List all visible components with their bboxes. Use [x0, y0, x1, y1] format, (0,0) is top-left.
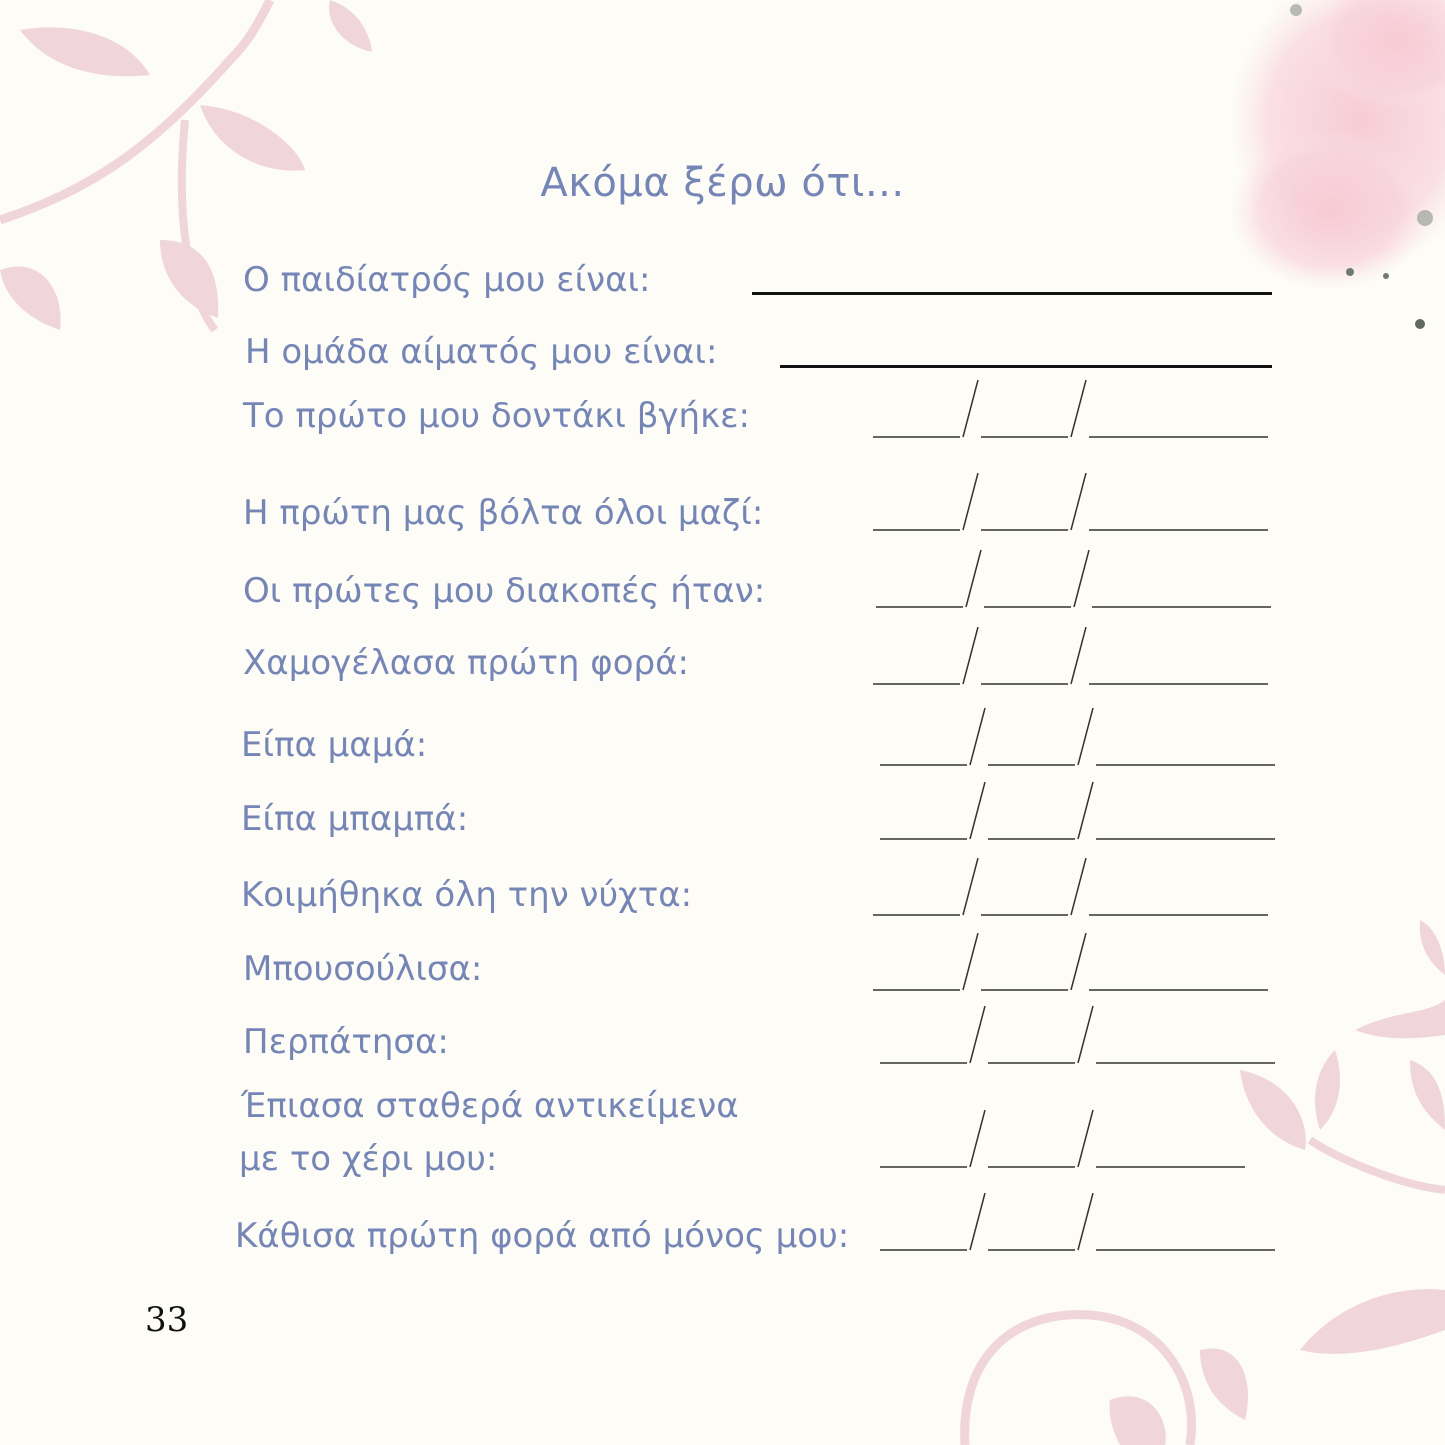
date-blank-slept-night[interactable] [870, 858, 1270, 918]
date-blank-first-walk[interactable] [870, 473, 1270, 533]
date-blank-crawled[interactable] [870, 933, 1270, 993]
date-blank-grasped[interactable] [877, 1110, 1277, 1170]
date-blank-sat-alone[interactable] [877, 1193, 1277, 1253]
date-blank-first-tooth[interactable] [870, 380, 1270, 440]
date-blank-said-papa[interactable] [877, 782, 1277, 842]
date-blank-first-vacation[interactable] [873, 550, 1273, 610]
field-label-first-vacation: Οι πρώτες μου διακοπές ήταν: [243, 571, 766, 611]
field-label-first-tooth: Το πρώτο μου δοντάκι βγήκε: [243, 396, 750, 436]
page-number: 33 [145, 1300, 189, 1340]
date-blank-said-mama[interactable] [877, 708, 1277, 768]
answer-line-pediatrician[interactable] [752, 292, 1272, 295]
field-label-first-walk: Η πρώτη μας βόλτα όλοι μαζί: [243, 493, 764, 533]
field-label-first-smile: Χαμογέλασα πρώτη φορά: [243, 643, 689, 683]
field-label-slept-night: Κοιμήθηκα όλη την νύχτα: [241, 875, 693, 915]
field-label-said-mama: Είπα μαμά: [241, 725, 428, 765]
page-title: Ακόμα ξέρω ότι... [540, 160, 905, 206]
field-label-sat-alone: Κάθισα πρώτη φορά από μόνος μου: [235, 1216, 850, 1256]
field-label-grasped-line1: Έπιασα σταθερά αντικείμενα [241, 1086, 739, 1126]
field-label-grasped-line2: με το χέρι μου: [239, 1139, 498, 1179]
date-blank-first-smile[interactable] [870, 627, 1270, 687]
field-label-walked: Περπάτησα: [243, 1022, 449, 1062]
answer-line-blood-type[interactable] [780, 365, 1272, 368]
field-label-said-papa: Είπα μπαμπά: [241, 799, 469, 839]
field-label-crawled: Μπουσούλισα: [243, 949, 483, 989]
date-blank-walked[interactable] [877, 1006, 1277, 1066]
field-label-pediatrician: Ο παιδίατρός μου είναι: [243, 260, 651, 300]
field-label-blood-type: Η ομάδα αίματός μου είναι: [245, 332, 718, 372]
leaf-branch-bottom [965, 1289, 1445, 1445]
